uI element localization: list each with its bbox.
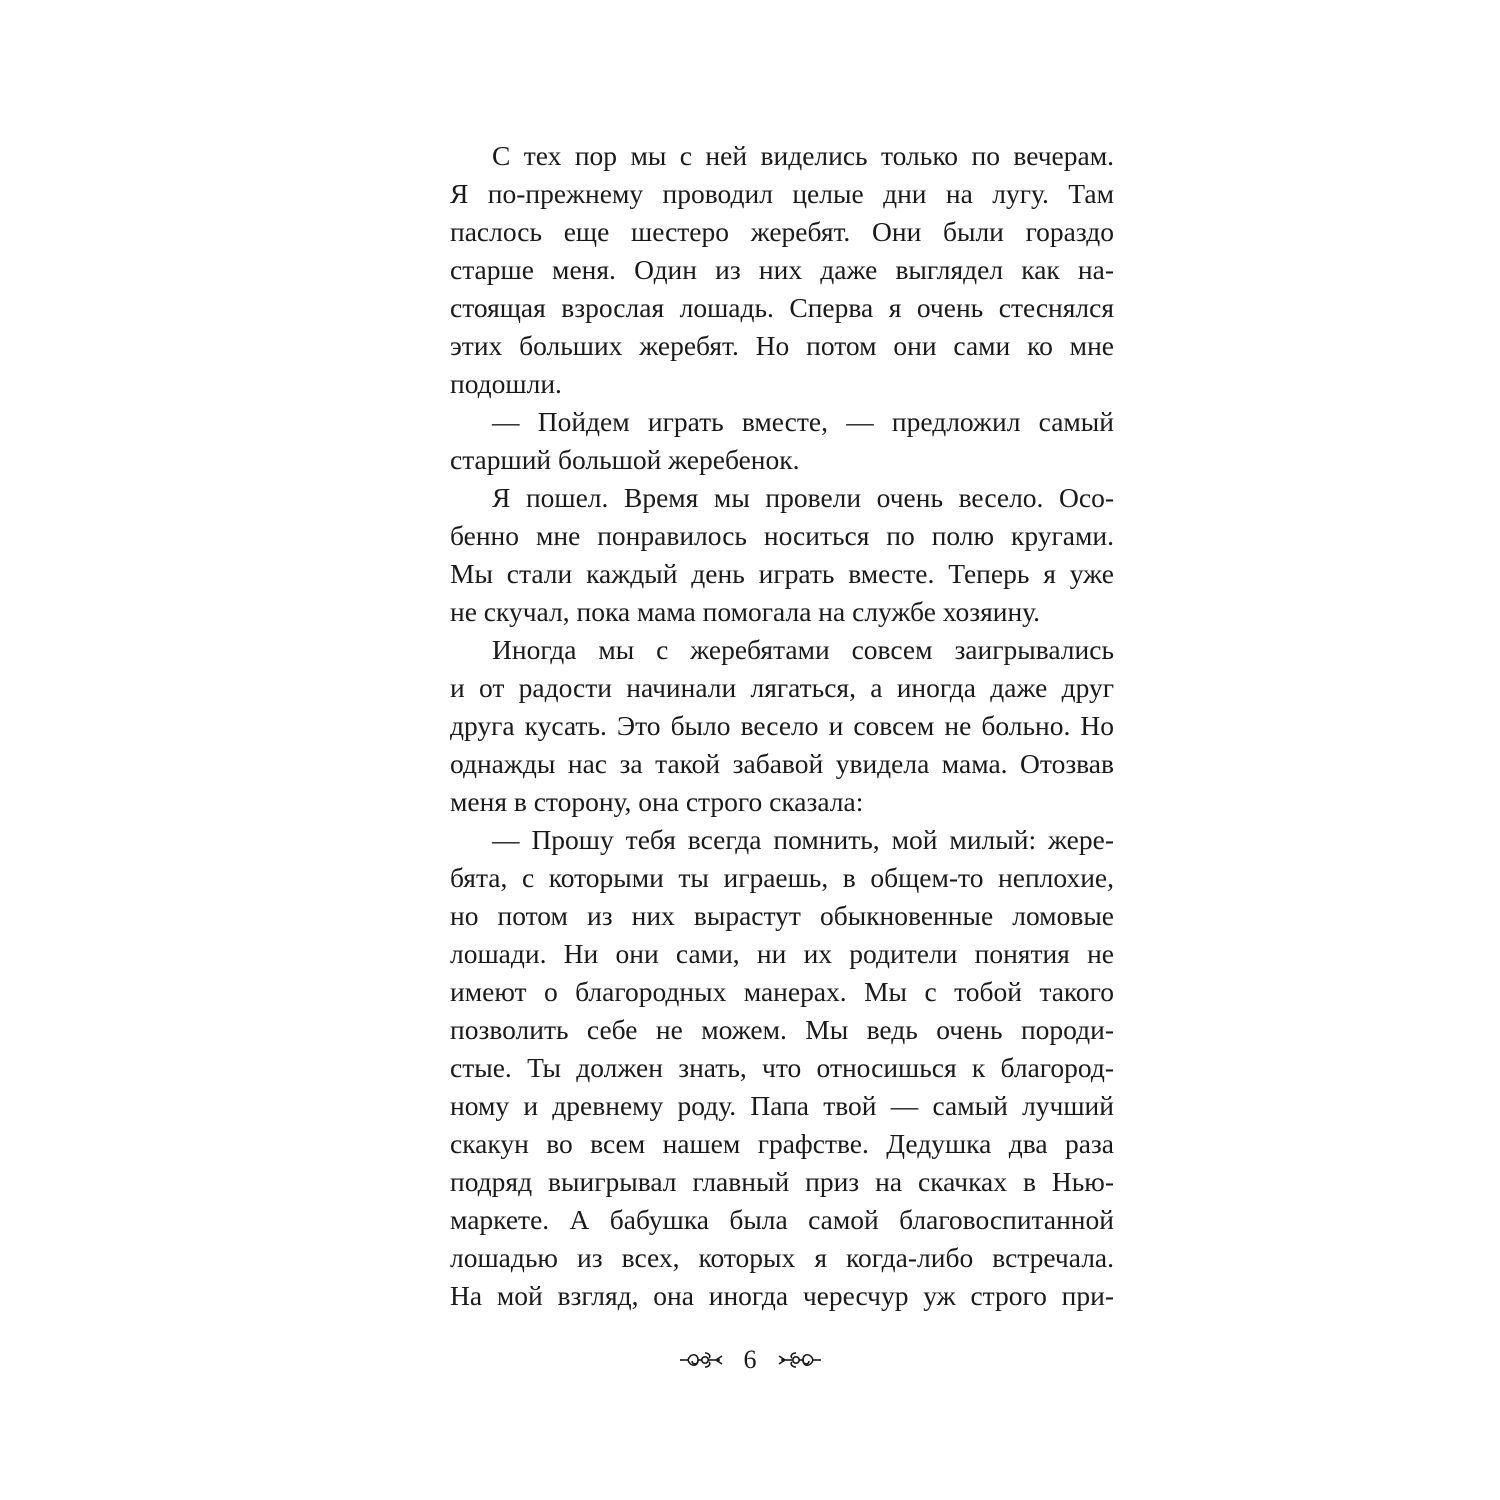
text-line: стые. Ты должен знать, что относишься к благород- [450,1052,1114,1083]
text-line: стоящая взрослая лошадь. Сперва я очень стеснялся [450,292,1114,323]
text-line: подряд выигрывал главный приз на скачках в Нью- [450,1166,1114,1197]
text-line: друга кусать. Это было весело и совсем не больно. Но [450,710,1114,741]
text-line: паслось еще шестеро жеребят. Они были гораздо [450,216,1114,247]
text-line: но потом из них вырастут обыкновенные ломовые [450,900,1114,931]
text-line: На мой взгляд, она иногда чересчур уж строго при- [450,1280,1114,1311]
body-text [450,137,1114,1315]
text-line: лошадью из всех, которых я когда-либо встречала. [450,1242,1114,1273]
text-line: — Пойдем играть вместе, — предложил самый [492,406,1114,437]
text-line: бенно мне понравилось носиться по полю кругами. [450,520,1114,551]
flourish-ornament-left-icon [678,1347,724,1373]
text-line: и от радости начинали лягаться, а иногда даже друг [450,672,1114,703]
text-line: скакун во всем нашем графстве. Дедушка два раза [450,1128,1114,1159]
text-line: бята, с которыми ты играешь, в общем-то неплохие, [450,862,1114,893]
flourish-ornament-right-icon [777,1347,823,1373]
text-line: старший большой жеребенок. [450,444,800,475]
text-line: ному и древнему роду. Папа твой — самый лучший [450,1090,1114,1121]
text-line: С тех пор мы с ней виделись только по вечерам. [492,140,1114,171]
text-line: старше меня. Один из них даже выглядел как на- [450,254,1114,285]
text-line: — Прошу тебя всегда помнить, мой милый: жере- [492,824,1114,855]
text-line: имеют о благородных манерах. Мы с тобой такого [450,976,1114,1007]
text-line: этих больших жеребят. Но потом они сами ко мне [450,330,1114,361]
text-line: Я по-прежнему проводил целые дни на лугу. Там [450,178,1114,209]
text-line: Мы стали каждый день играть вместе. Теперь я уже [450,558,1114,589]
text-line: Иногда мы с жеребятами совсем заигрывались [492,634,1114,665]
text-line: подошли. [450,368,562,399]
text-line: однажды нас за такой забавой увидела мама. Отозвав [450,748,1114,779]
text-line: лошади. Ни они сами, ни их родители понятия не [450,938,1114,969]
text-line: позволить себе не можем. Мы ведь очень породи- [450,1014,1114,1045]
page-footer [0,1340,1500,1380]
text-line: маркете. А бабушка была самой благовоспитанной [450,1204,1114,1235]
page-number: 6 [743,1345,757,1374]
text-line: Я пошел. Время мы провели очень весело. Осо- [492,482,1114,513]
text-line: меня в сторону, она строго сказала: [450,786,864,817]
text-line: не скучал, пока мама помогала на службе хозяину. [450,596,1041,627]
